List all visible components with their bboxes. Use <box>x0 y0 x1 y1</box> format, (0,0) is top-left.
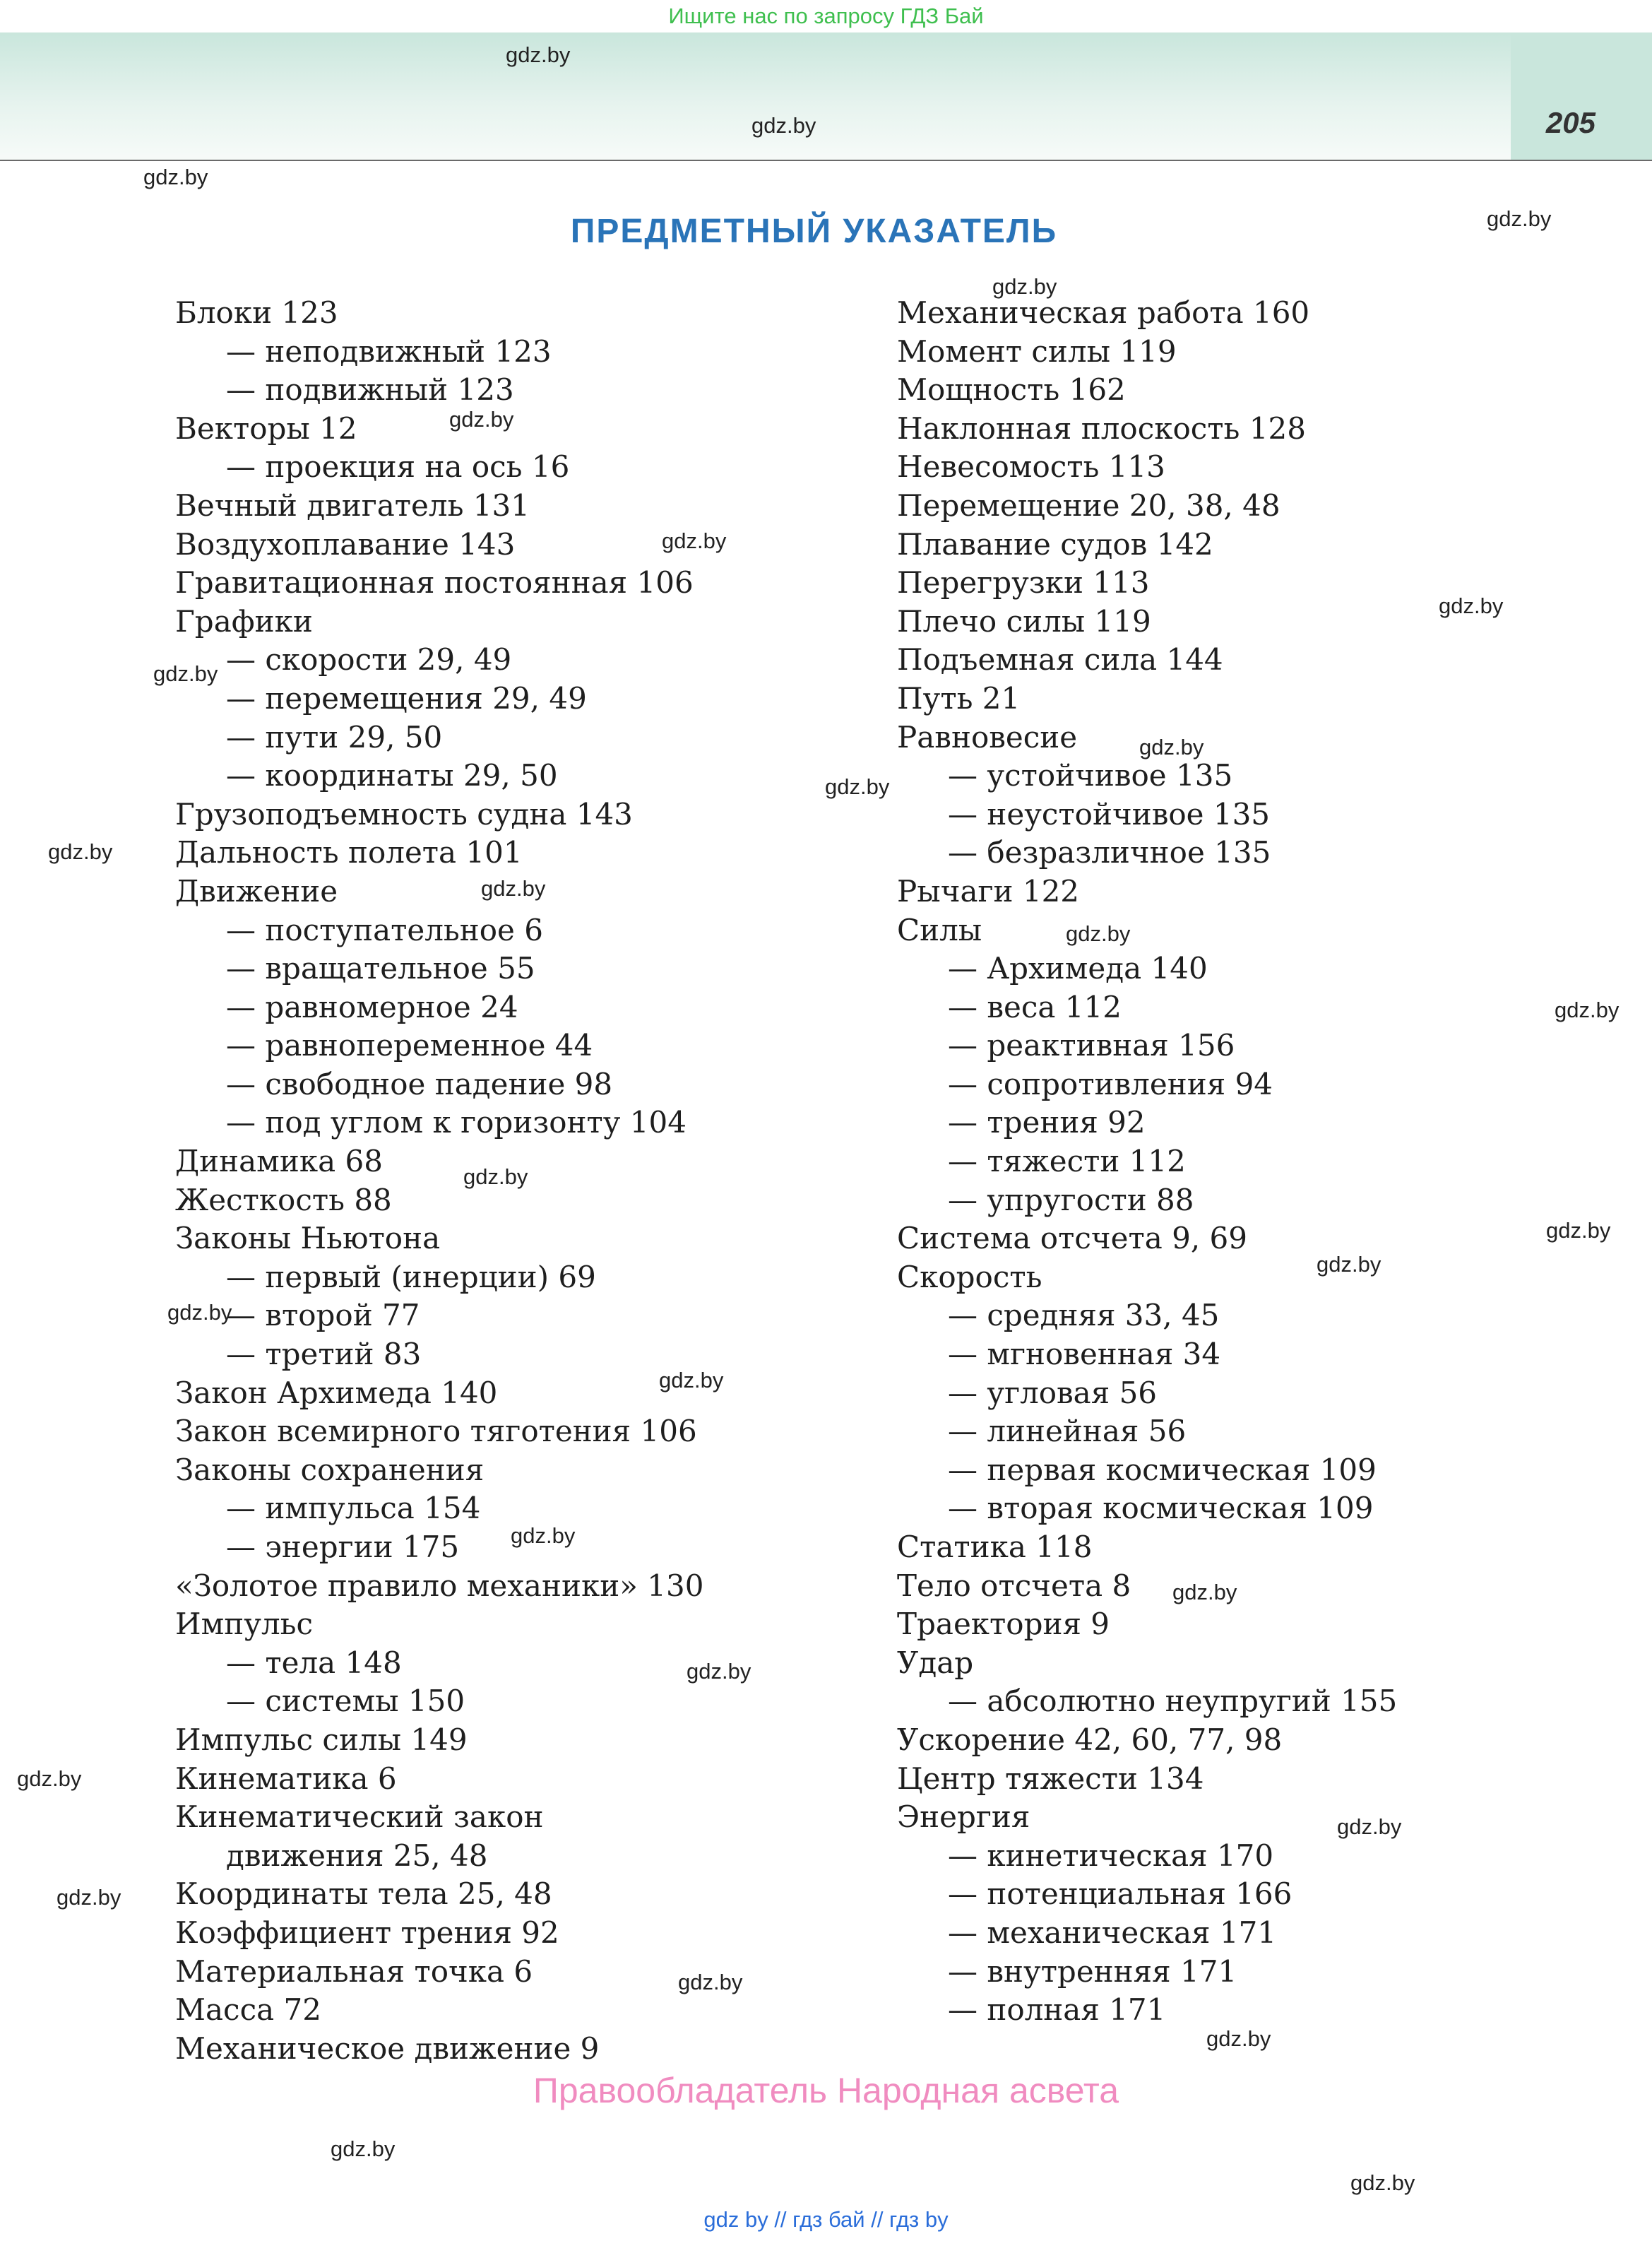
watermark: gdz.by <box>1139 735 1204 759</box>
index-entry: Механическое движение 9 <box>175 2030 600 2066</box>
index-subentry: — трения 92 <box>948 1105 1146 1140</box>
index-entry: Импульс <box>175 1607 314 1642</box>
watermark: gdz.by <box>463 1164 528 1189</box>
index-entry: Воздухоплавание 143 <box>175 526 516 562</box>
index-subentry: — перемещения 29, 49 <box>226 680 587 716</box>
index-entry: Подъемная сила 144 <box>897 642 1223 678</box>
index-subentry: — абсолютно неупругий 155 <box>948 1684 1398 1719</box>
index-subentry: — второй 77 <box>226 1298 420 1333</box>
index-subentry: — устойчивое 135 <box>948 758 1233 793</box>
index-entry: Закон всемирного тяготения 106 <box>175 1414 697 1449</box>
index-subentry: — мгновенная 34 <box>948 1337 1221 1372</box>
index-subentry: — вторая космическая 109 <box>948 1491 1374 1526</box>
index-entry: Путь 21 <box>897 680 1021 716</box>
index-entry: Векторы 12 <box>175 410 357 446</box>
index-subentry: движения 25, 48 <box>226 1838 488 1873</box>
index-subentry: — кинетическая 170 <box>948 1838 1274 1873</box>
index-subentry: — Архимеда 140 <box>948 951 1208 986</box>
index-entry: Графики <box>175 603 313 639</box>
watermark: gdz.by <box>506 42 571 67</box>
watermark: gdz.by <box>751 113 816 138</box>
index-entry: Вечный двигатель 131 <box>175 487 530 523</box>
index-subentry: — внутренняя 171 <box>948 1953 1237 1989</box>
watermark: gdz.by <box>662 528 727 553</box>
index-subentry: — неподвижный 123 <box>226 333 552 369</box>
index-subentry: — реактивная 156 <box>948 1028 1235 1063</box>
header-divider <box>0 160 1652 161</box>
index-entry: Траектория 9 <box>897 1607 1110 1642</box>
watermark: gdz.by <box>511 1523 576 1548</box>
search-hint-banner: Ищите нас по запросу ГДЗ Бай <box>668 4 984 28</box>
watermark: gdz.by <box>449 407 514 432</box>
index-entry: Импульс силы 149 <box>175 1722 468 1757</box>
copyright-notice: Правообладатель Народная асвета <box>533 2071 1119 2110</box>
index-entry: Наклонная плоскость 128 <box>897 410 1306 446</box>
index-entry: Центр тяжести 134 <box>897 1761 1204 1796</box>
index-entry: Законы сохранения <box>175 1452 485 1487</box>
index-subentry: — потенциальная 166 <box>948 1876 1293 1912</box>
watermark: gdz.by <box>1337 1814 1402 1839</box>
index-subentry: — угловая 56 <box>948 1375 1158 1410</box>
index-column-right <box>897 294 1603 2030</box>
watermark: gdz.by <box>1555 998 1620 1022</box>
index-subentry: — равномерное 24 <box>226 989 518 1024</box>
watermark: gdz.by <box>992 274 1057 299</box>
index-entry: «Золотое правило механики» 130 <box>175 1568 704 1603</box>
watermark: gdz.by <box>1546 1218 1611 1243</box>
index-subentry: — первая космическая 109 <box>948 1452 1377 1487</box>
index-entry: Плавание судов 142 <box>897 526 1213 562</box>
index-entry: Мощность 162 <box>897 372 1126 408</box>
index-subentry: — упругости 88 <box>948 1182 1194 1217</box>
footer-links[interactable]: gdz by // гдз бай // гдз by <box>703 2207 949 2232</box>
index-entry: Тело отсчета 8 <box>897 1568 1131 1603</box>
index-entry: Движение <box>175 873 338 909</box>
index-entry: Материальная точка 6 <box>175 1953 533 1989</box>
page-number-tab <box>1511 32 1652 161</box>
index-entry: Статика 118 <box>897 1530 1093 1564</box>
index-subentry: — неустойчивое 135 <box>948 796 1271 832</box>
watermark: gdz.by <box>1066 921 1131 946</box>
index-entry: Рычаги 122 <box>897 873 1080 909</box>
watermark: gdz.by <box>825 774 890 799</box>
index-column-left <box>175 294 881 2068</box>
index-entry: Жесткость 88 <box>175 1182 392 1217</box>
index-subentry: — механическая 171 <box>948 1915 1277 1950</box>
index-entry: Грузоподъемность судна 143 <box>175 796 633 832</box>
index-entry: Ускорение 42, 60, 77, 98 <box>897 1722 1283 1757</box>
watermark: gdz.by <box>167 1300 232 1325</box>
watermark: gdz.by <box>687 1659 751 1684</box>
index-entry: Скорость <box>897 1259 1042 1294</box>
index-subentry: — сопротивления 94 <box>948 1066 1273 1101</box>
index-entry: Перемещение 20, 38, 48 <box>897 487 1280 523</box>
index-entry: Кинематический закон <box>175 1799 544 1835</box>
watermark: gdz.by <box>1350 2170 1415 2195</box>
index-entry: Блоки 123 <box>175 295 338 330</box>
index-subentry: — импульса 154 <box>226 1491 481 1526</box>
index-subentry: — третий 83 <box>226 1337 422 1372</box>
index-entry: Перегрузки 113 <box>897 565 1150 601</box>
watermark: gdz.by <box>48 839 113 864</box>
watermark: gdz.by <box>1487 206 1552 231</box>
watermark: gdz.by <box>481 876 546 901</box>
watermark: gdz.by <box>17 1766 82 1791</box>
page-number: 205 <box>1545 106 1595 139</box>
watermark: gdz.by <box>331 2136 396 2161</box>
index-subentry: — проекция на ось 16 <box>226 449 570 485</box>
index-entry: Невесомость 113 <box>897 449 1165 485</box>
index-subentry: — безразличное 135 <box>948 835 1271 870</box>
index-entry: Гравитационная постоянная 106 <box>175 565 694 601</box>
watermark: gdz.by <box>1317 1252 1381 1277</box>
page-title: ПРЕДМЕТНЫЙ УКАЗАТЕЛЬ <box>570 213 1058 250</box>
watermark: gdz.by <box>1206 2026 1271 2051</box>
index-subentry: — поступательное 6 <box>226 912 543 947</box>
watermark: gdz.by <box>1172 1580 1237 1604</box>
index-subentry: — линейная 56 <box>948 1414 1187 1449</box>
index-subentry: — энергии 175 <box>226 1530 460 1564</box>
index-entry: Дальность полета 101 <box>175 835 523 870</box>
index-entry: Коэффициент трения 92 <box>175 1915 559 1950</box>
index-entry: Масса 72 <box>175 1992 321 2028</box>
index-entry: Плечо силы 119 <box>897 603 1151 639</box>
index-entry: Механическая работа 160 <box>897 295 1310 330</box>
index-subentry: — первый (инерции) 69 <box>226 1259 596 1294</box>
header-band <box>0 32 1511 161</box>
index-subentry: — тяжести 112 <box>948 1144 1186 1179</box>
watermark: gdz.by <box>1439 593 1504 618</box>
index-entry: Кинематика 6 <box>175 1761 397 1796</box>
index-subentry: — веса 112 <box>948 989 1122 1024</box>
index-entry: Удар <box>897 1645 974 1680</box>
index-subentry: — скорости 29, 49 <box>226 642 512 678</box>
index-subentry: — пути 29, 50 <box>226 719 443 755</box>
index-subentry: — равнопеременное 44 <box>226 1028 593 1063</box>
index-entry: Силы <box>897 912 982 947</box>
watermark: gdz.by <box>57 1885 121 1910</box>
index-subentry: — подвижный 123 <box>226 372 514 408</box>
watermark: gdz.by <box>678 1970 743 1994</box>
index-entry: Момент силы 119 <box>897 333 1177 369</box>
index-entry: Энергия <box>897 1799 1030 1835</box>
index-subentry: — системы 150 <box>226 1684 465 1719</box>
index-subentry: — свободное падение 98 <box>226 1066 613 1101</box>
index-entry: Равновесие <box>897 719 1078 755</box>
index-subentry: — вращательное 55 <box>226 951 535 986</box>
index-entry: Система отсчета 9, 69 <box>897 1221 1247 1256</box>
index-entry: Законы Ньютона <box>175 1221 441 1256</box>
watermark: gdz.by <box>143 165 208 189</box>
watermark: gdz.by <box>153 661 218 686</box>
index-subentry: — под углом к горизонту 104 <box>226 1105 687 1140</box>
index-subentry: — координаты 29, 50 <box>226 758 558 793</box>
index-subentry: — тела 148 <box>226 1645 402 1680</box>
index-entry: Динамика 68 <box>175 1144 383 1179</box>
index-subentry: — полная 171 <box>948 1992 1166 2028</box>
index-entry: Координаты тела 25, 48 <box>175 1876 552 1912</box>
index-subentry: — средняя 33, 45 <box>948 1298 1220 1333</box>
index-entry: Закон Архимеда 140 <box>175 1375 498 1410</box>
watermark: gdz.by <box>659 1368 724 1393</box>
